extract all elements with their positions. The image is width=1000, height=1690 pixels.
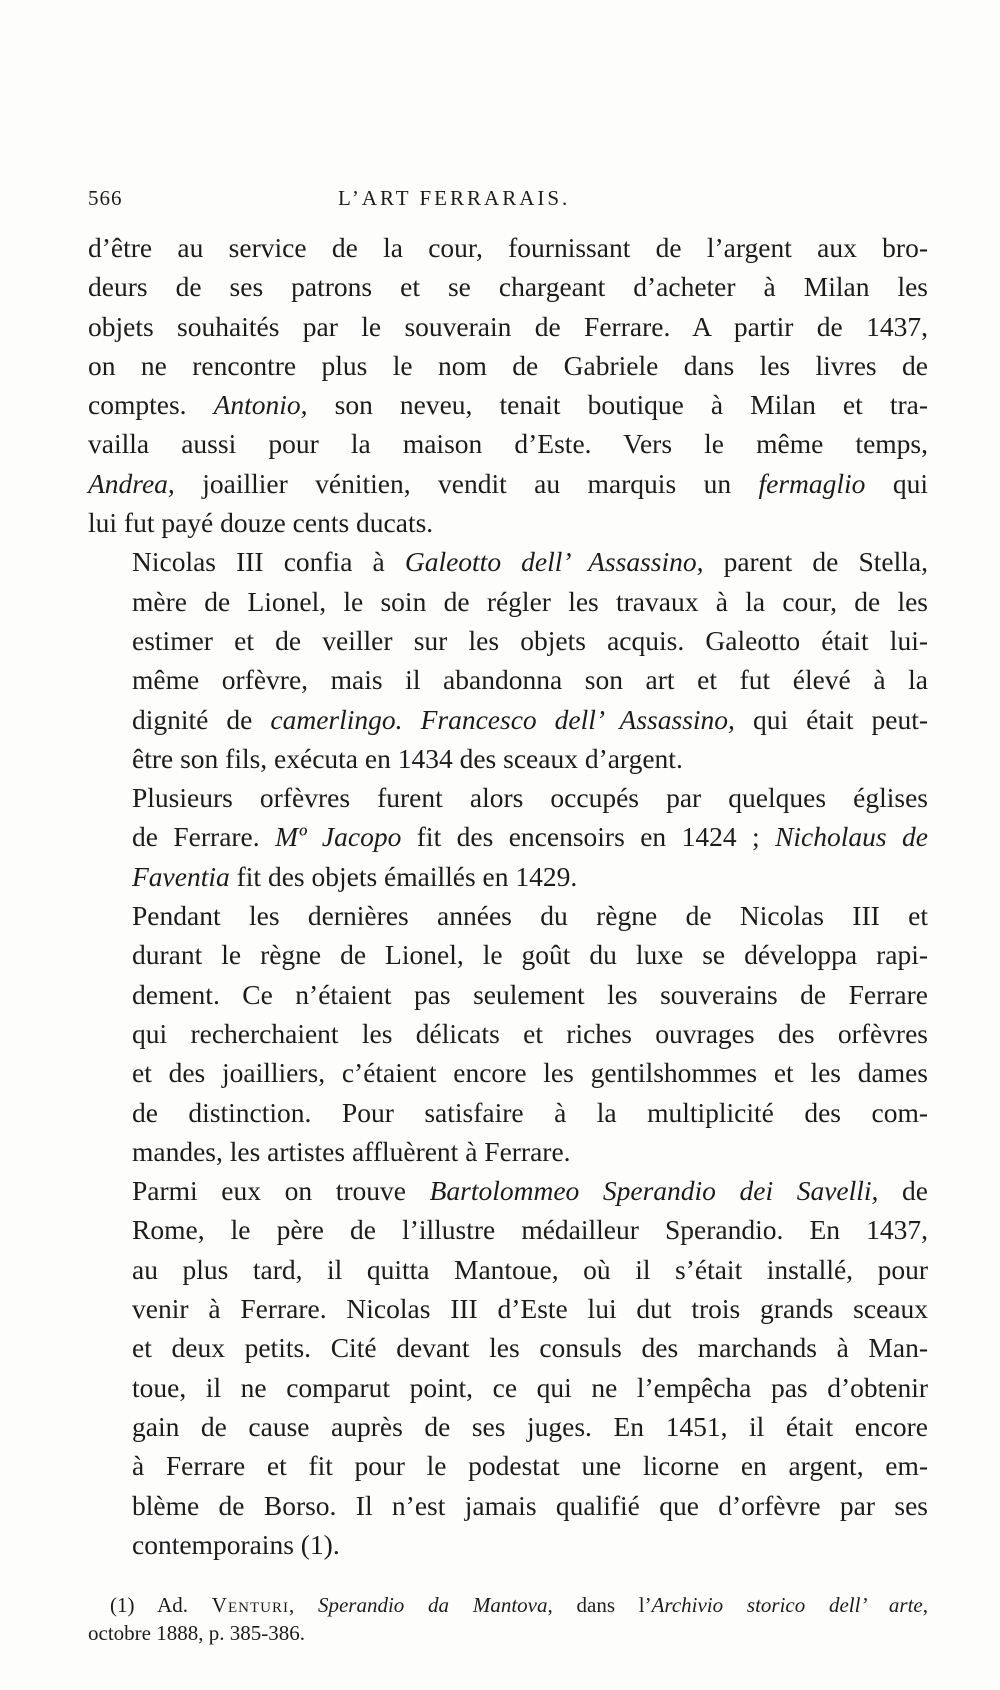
footnote-line: octobre 1888, p. 385-386. [88,1621,305,1645]
text-line: être son fils, exécuta en 1434 des sceaux d’argent. [132,742,683,774]
text-line: blème de Borso. Il n’est jamais qualifié que d’orfèvre par ses [132,1489,928,1521]
text-line: Plusieurs orfèvres furent alors occupés par quelques églises [132,782,928,814]
text-line: Nicolas III confia à Galeotto dell’ Assassino, parent de Stella, [132,546,928,578]
text-line: et des joailliers, c’étaient encore les gentilshommes et les dames [132,1057,928,1089]
text-line: Rome, le père de l’illustre médailleur Sperandio. En 1437, [132,1214,928,1246]
paragraph-3 [88,778,928,896]
paragraph-4 [88,896,928,1171]
text-line: Andrea, joaillier vénitien, vendit au marquis un fermaglio qui [88,467,928,499]
text-line: contemporains (1). [132,1528,340,1560]
paragraph-5 [88,1171,928,1564]
text-line: venir à Ferrare. Nicolas III d’Este lui dut trois grands sceaux [132,1293,928,1325]
text-line: comptes. Antonio, son neveu, tenait boutique à Milan et tra- [88,389,928,421]
text-line: lui fut payé douze cents ducats. [88,507,434,539]
paragraph-1 [88,228,928,542]
footnote-work-title: Sperandio da Mantova [317,1593,548,1617]
text-line: Parmi eux on trouve Bartolommeo Sperandio dei Savelli, de [132,1175,928,1207]
text-line: dement. Ce n’étaient pas seulement les souverains de Ferrare [132,978,928,1010]
footnote-author-prefix: Ad. [157,1593,189,1617]
text-line: même orfèvre, mais il abandonna son art et fut élevé à la [132,664,928,696]
text-line: mère de Lionel, le soin de régler les travaux à la cour, de les [132,585,928,617]
text-line: et deux petits. Cité devant les consuls des marchands à Man- [132,1332,928,1364]
footnote-line: (1) Ad. Venturi, Sperandio da Mantova, dans l’Archivio storico dell’ arte, [110,1593,928,1617]
footnote-marker: (1) [110,1593,135,1617]
footnote-author-name: Venturi [211,1593,289,1617]
text-line: estimer et de veiller sur les objets acquis. Galeotto était lui- [132,624,928,656]
text-line: gain de cause auprès de ses juges. En 1451, il était encore [132,1410,928,1442]
text-line: d’être au service de la cour, fournissant de l’argent aux bro- [88,232,928,263]
page-number: 566 [88,186,123,210]
text-line: de Ferrare. Mº Jacopo fit des encensoirs en 1424 ; Nicholaus de [132,821,928,853]
text-line: qui recherchaient les délicats et riches ouvrages des orfèvres [132,1017,928,1049]
footnote-journal-title: Archivio storico dell’ arte [651,1593,923,1617]
text-line: à Ferrare et fit pour le podestat une licorne en argent, em- [132,1450,928,1482]
text-line: objets souhaités par le souverain de Ferrare. A partir de 1437, [88,310,928,342]
text-line: on ne rencontre plus le nom de Gabriele dans les livres de [88,349,928,381]
text-line: de distinction. Pour satisfaire à la multiplicité des com- [132,1096,928,1128]
text-line: mandes, les artistes affluèrent à Ferrare. [132,1135,571,1167]
text-line: Pendant les dernières années du règne de Nicolas III et [132,900,928,932]
body-text [88,228,928,1564]
text-line: durant le règne de Lionel, le goût du luxe se développa rapi- [132,939,928,971]
footnote-in-text: dans l’ [576,1593,652,1617]
running-head [88,186,848,218]
text-line: vailla aussi pour la maison d’Este. Vers le même temps, [88,428,928,460]
text-line: toue, il ne comparut point, ce qui ne l’empêcha pas d’obtenir [132,1371,928,1403]
text-line: deurs de ses patrons et se chargeant d’acheter à Milan les [88,271,928,303]
text-line: Faventia fit des objets émaillés en 1429. [132,860,578,892]
text-line: au plus tard, il quitta Mantoue, où il s’était installé, pour [132,1253,928,1285]
running-title: L’ART FERRARAIS. [338,186,571,210]
footnote [88,1591,928,1647]
paragraph-2 [88,542,928,778]
text-line: dignité de camerlingo. Francesco dell’ Assassino, qui était peut- [132,703,929,735]
